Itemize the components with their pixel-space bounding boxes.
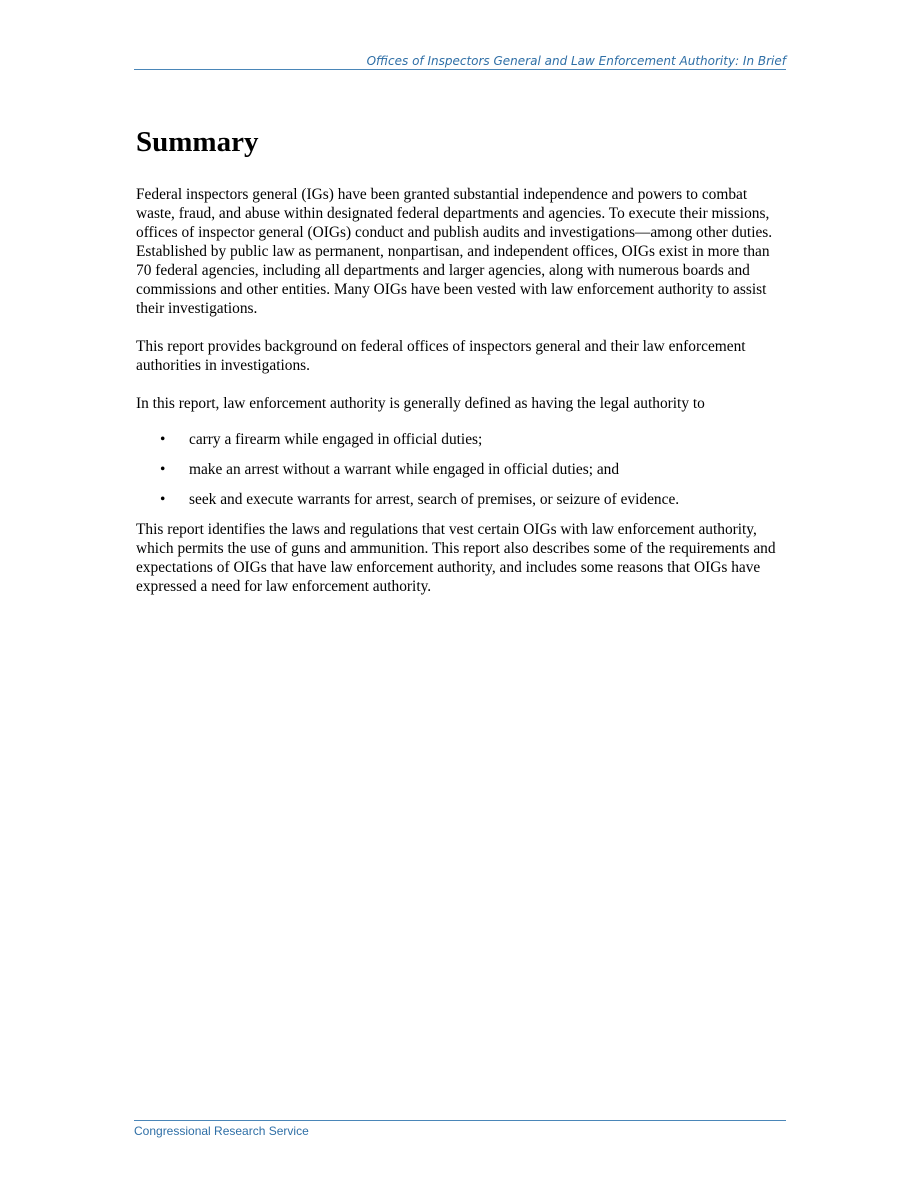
body-paragraph-closing: This report identifies the laws and regulations that vest certain OIGs with law enforcement authority, which permits the use of guns and ammunition. This report also describes some of the requirements and expectations of OIGs that have law enforcement authority, and includes some reasons that OIGs have expressed a need for law enforcement authority. xyxy=(136,521,776,595)
list-item xyxy=(136,430,786,449)
running-header-title: Offices of Inspectors General and Law Enforcement Authority: In Brief xyxy=(366,54,786,68)
bullet-icon: • xyxy=(160,431,166,448)
body-paragraph-background: This report provides background on federal offices of inspectors general and their law enforcement authorities in investigations. xyxy=(136,338,746,374)
list-item xyxy=(136,460,786,479)
authority-bullet-list xyxy=(136,430,786,509)
list-item-text: make an arrest without a warrant while engaged in official duties; and xyxy=(189,461,620,478)
page-content xyxy=(136,122,786,615)
running-footer xyxy=(134,1120,786,1139)
section-heading: Summary xyxy=(136,126,259,158)
bullet-icon: • xyxy=(160,491,166,508)
body-paragraph-intro: Federal inspectors general (IGs) have been granted substantial independence and powers to combat waste, fraud, and abuse within designated federal departments and agencies. To execute their missions, offices of inspector general (OIGs) conduct and publish audits and investigations—among other duties. Established by public law as permanent, nonpartisan, and independent offices, OIGs exist in more than 70 federal agencies, including all departments and larger agencies, along with numerous boards and commissions and other entities. Many OIGs have been vested with law enforcement authority to assist their investigations. xyxy=(136,186,773,317)
bullet-icon: • xyxy=(160,461,166,478)
list-item-text: seek and execute warrants for arrest, search of premises, or seizure of evidence. xyxy=(189,491,680,508)
list-item xyxy=(136,490,786,509)
running-header xyxy=(134,53,786,70)
list-item-text: carry a firearm while engaged in official duties; xyxy=(189,431,483,448)
footer-publisher: Congressional Research Service xyxy=(134,1124,309,1138)
body-paragraph-definition: In this report, law enforcement authority is generally defined as having the legal authority to xyxy=(136,395,705,412)
